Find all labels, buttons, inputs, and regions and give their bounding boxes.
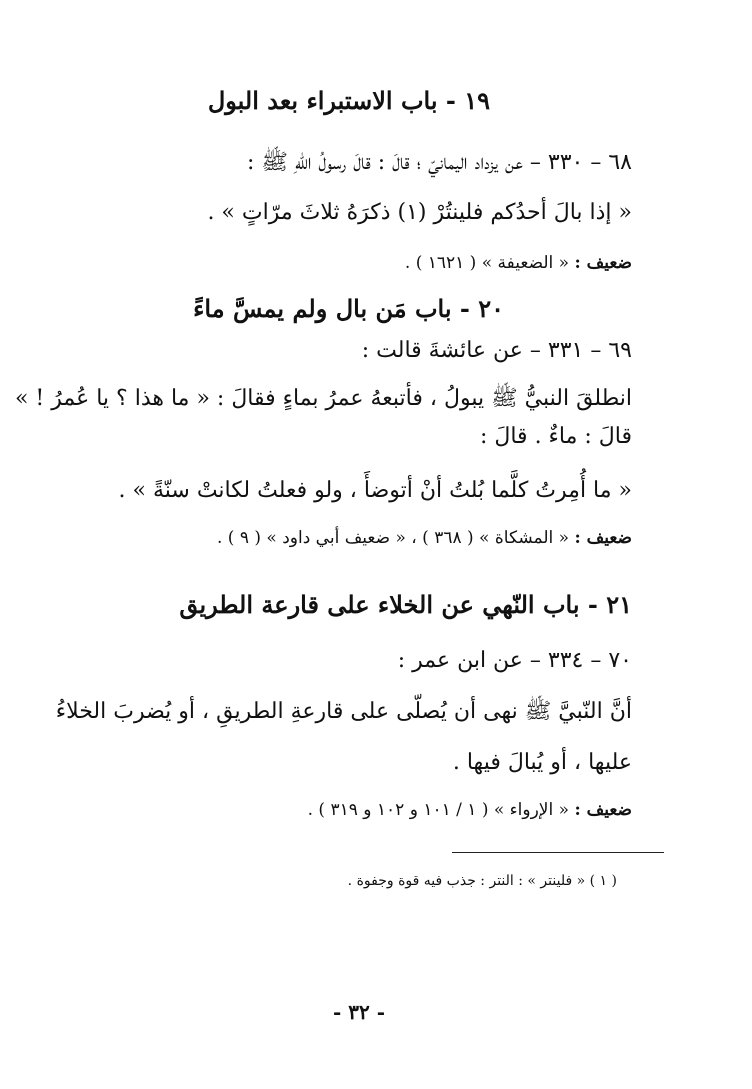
hadith-69-text-line-2: قالَ : ماءٌ . قالَ : [479, 424, 632, 449]
hadith-70-intro: ٧٠ – ٣٣٤ – عن ابن عمر : [397, 648, 632, 673]
grade-source: « الضعيفة » ( ١٦٢١ ) . [404, 253, 570, 273]
grade-label: ضعيف : [574, 528, 632, 548]
section-heading-21: ٢١ - باب النّهي عن الخلاء على قارعة الطريق [179, 590, 632, 619]
section-heading-20: ٢٠ - باب مَن بال ولم يمسَّ ماءً [193, 294, 504, 323]
hadith-69-grade [217, 528, 632, 548]
hadith-68-intro: ٦٨ – ٣٣٠ – عن يزداد اليمانيّ ؛ قالَ : قالَ رسولُ اللهِ ﷺ : [246, 150, 632, 175]
hadith-68-grade [405, 253, 632, 273]
footnote-separator [452, 852, 664, 853]
hadith-69-text-line-1: انطلقَ النبيُّ ﷺ يبولُ ، فأتبعهُ عمرُ بماءٍ فقالَ : « ما هذا ؟ يا عُمرُ ! » [14, 386, 632, 411]
hadith-70-text-line-1: أنَّ النّبيَّ ﷺ نهى أن يُصلّى على قارعةِ الطريقِ ، أو يُضربَ الخلاءُ [55, 699, 632, 724]
hadith-69-intro: ٦٩ – ٣٣١ – عن عائشةَ قالت : [361, 338, 632, 363]
page-number: - ٣٢ - [333, 1000, 386, 1024]
footnote: ( ١ ) « فلينتر » : النتر : جذب فيه قوة وجفوة . [347, 873, 617, 889]
section-heading-19: ١٩ - باب الاستبراء بعد البول [207, 86, 490, 115]
grade-label: ضعيف : [574, 253, 632, 273]
grade-label: ضعيف : [574, 800, 632, 820]
hadith-70-text-line-2: عليها ، أو يُبالَ فيها . [452, 750, 632, 775]
hadith-70-grade [308, 800, 632, 820]
grade-source: « المشكاة » ( ٣٦٨ ) ، « ضعيف أبي داود » ( ٩ ) . [216, 528, 570, 548]
grade-source: « الإرواء » ( ١ / ١٠١ و ١٠٢ و ٣١٩ ) . [307, 800, 570, 820]
hadith-69-text-line-3: « ما أُمِرتُ كلَّما بُلتُ أنْ أتوضأَ ، ولو فعلتُ لكانتْ سنّةً » . [118, 478, 632, 503]
hadith-68-text: « إذا بالَ أحدُكم فلينتُرْ (١) ذكرَهُ ثلاثَ مرّاتٍ » . [207, 200, 632, 225]
